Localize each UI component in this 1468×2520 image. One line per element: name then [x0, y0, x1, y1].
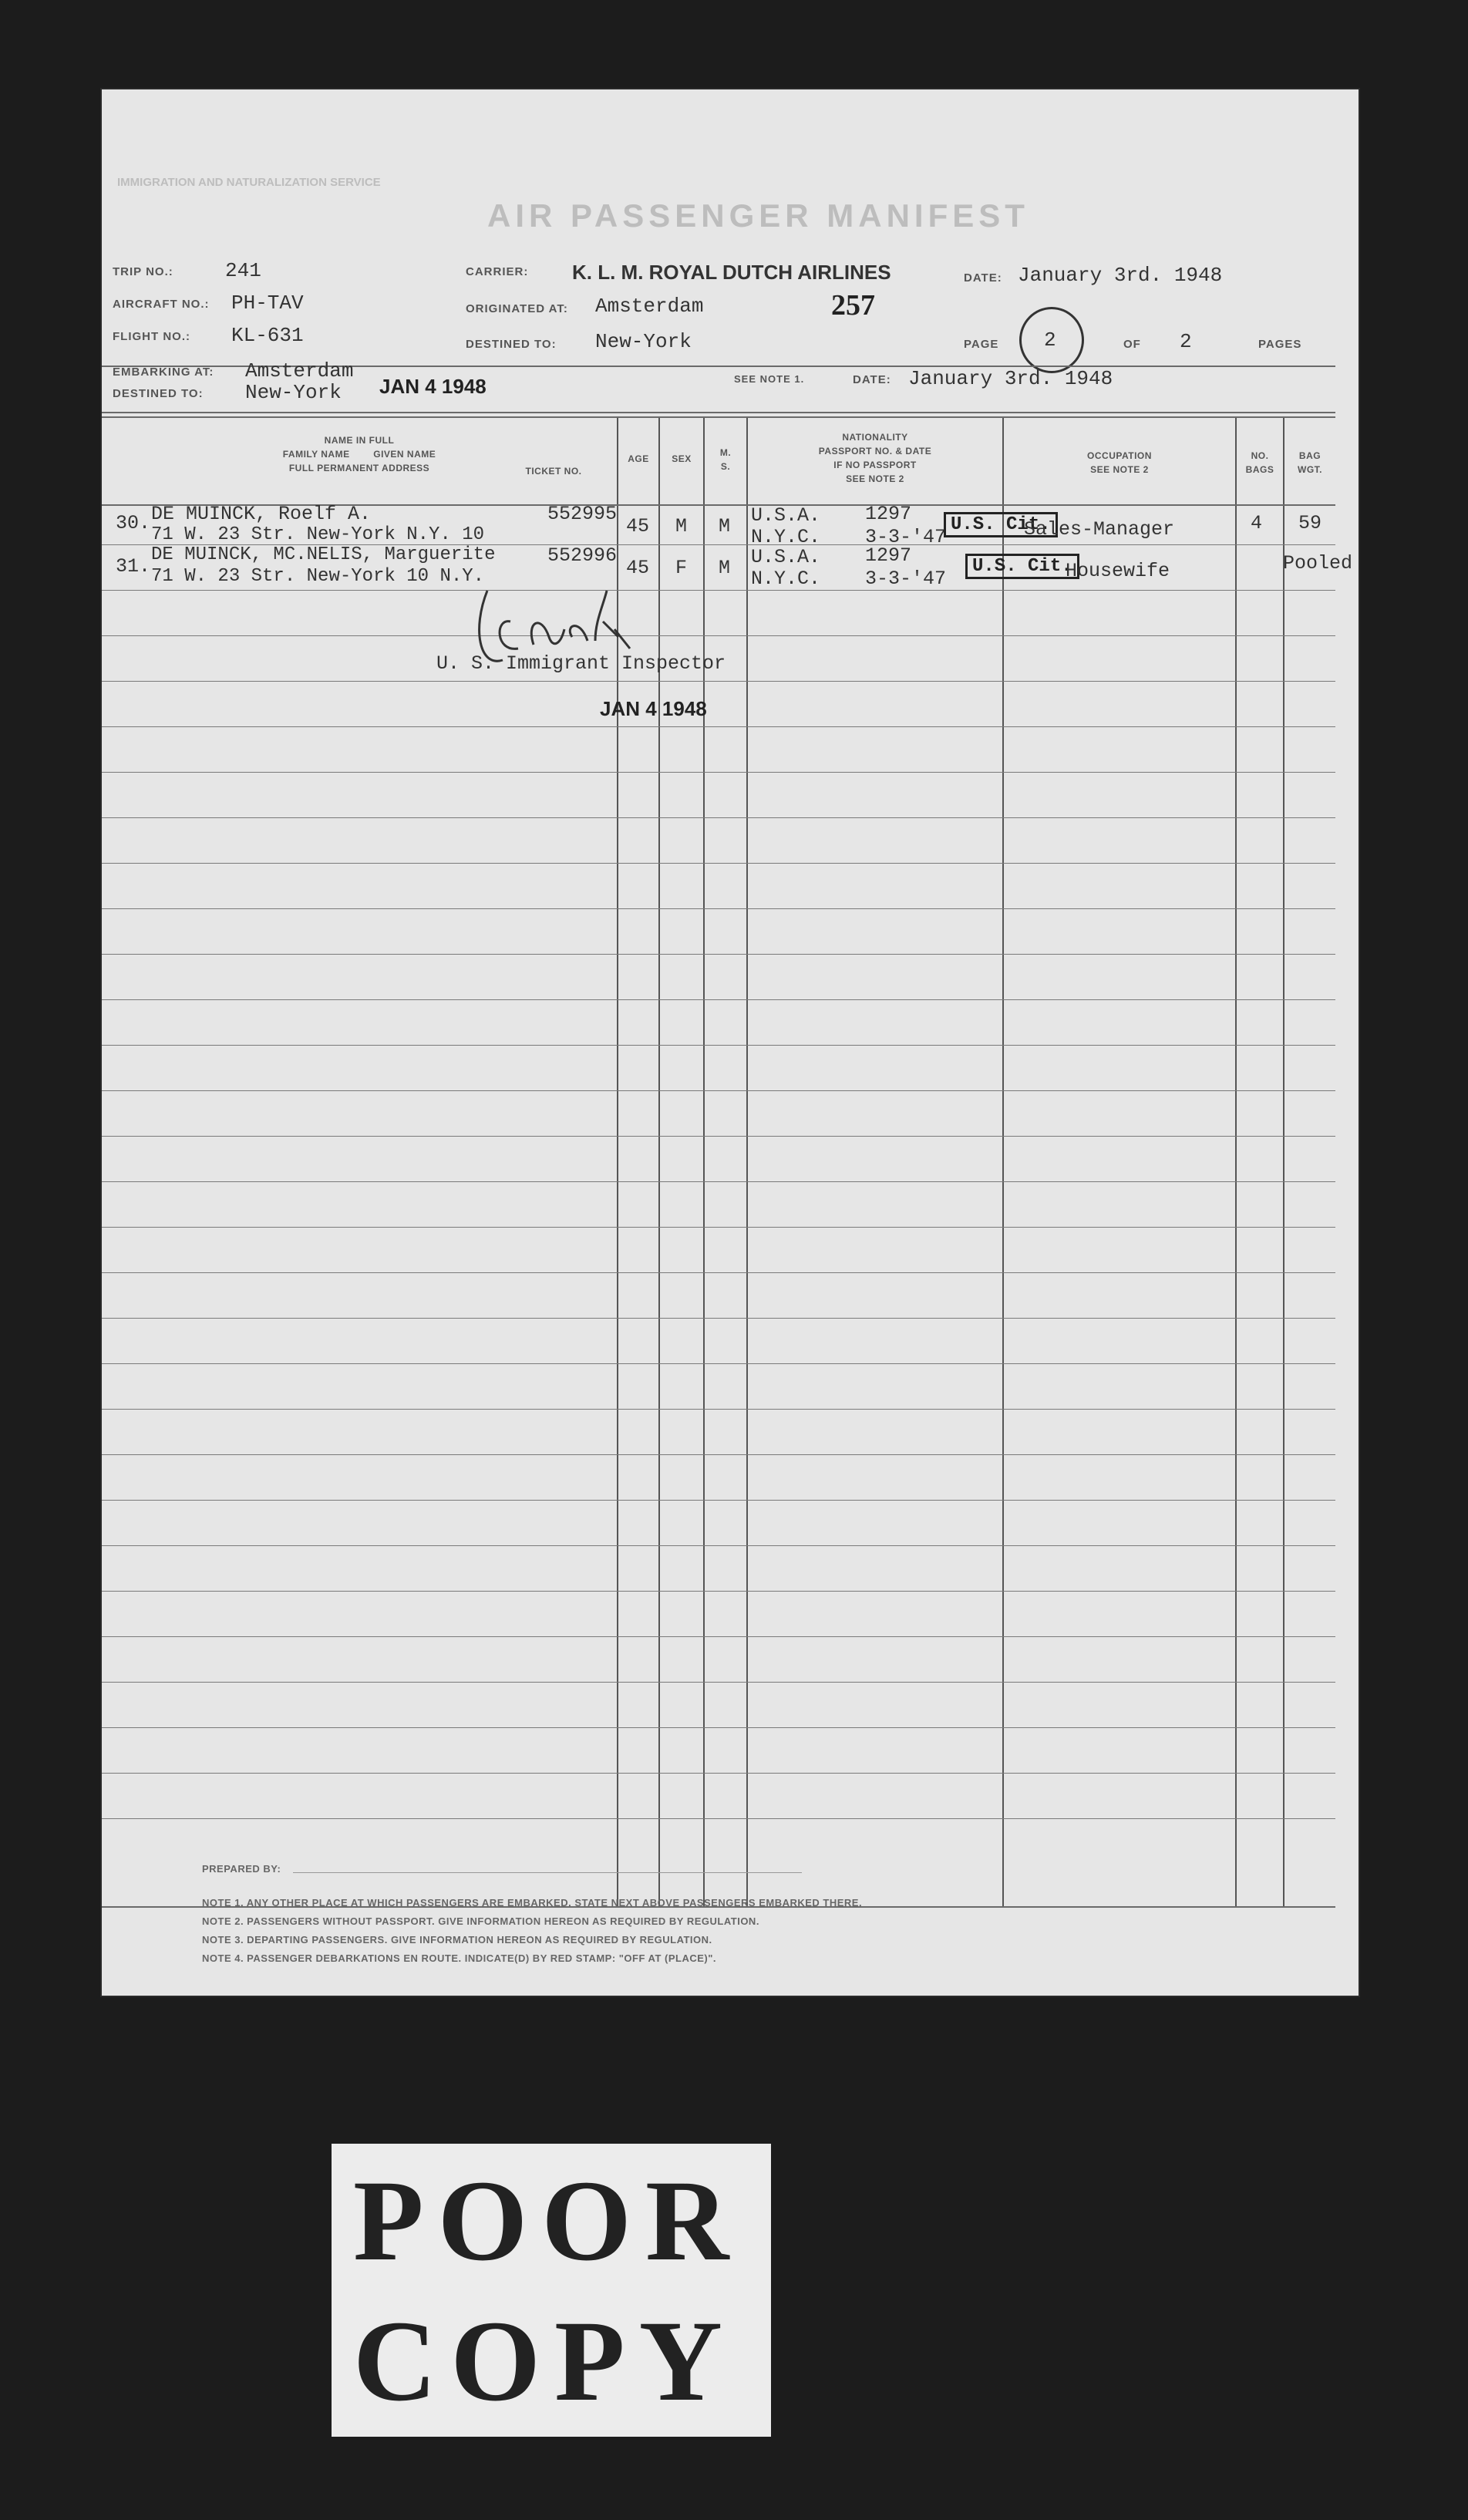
col-header-name: NAME IN FULL FAMILY NAME GIVEN NAME FULL PERMANENT ADDRESS	[282, 435, 436, 473]
ticket-number: 552996	[547, 544, 618, 567]
ruled-line	[102, 1591, 1335, 1592]
of-label: OF	[1123, 338, 1141, 351]
stamp-number: 257	[831, 289, 875, 322]
embarking-label: EMBARKING AT:	[113, 366, 214, 379]
row-number: 30.	[116, 512, 151, 534]
inspector-date-stamp: JAN 4 1948	[600, 697, 707, 720]
flight-label: FLIGHT NO.:	[113, 330, 190, 343]
col-divider-nationality	[1002, 418, 1004, 1906]
destined-value: New-York	[595, 330, 692, 353]
originated-value: Amsterdam	[595, 295, 704, 318]
faded-title: AIR PASSENGER MANIFEST	[487, 197, 1029, 234]
ruled-line	[102, 772, 1335, 773]
ruled-line	[102, 1727, 1335, 1728]
aircraft-value: PH-TAV	[231, 291, 304, 315]
nationality-place: N.Y.C.	[751, 568, 821, 590]
ruled-line	[102, 1090, 1335, 1091]
date2-label: DATE:	[853, 373, 891, 386]
bag-weight: 59	[1298, 512, 1322, 534]
ruled-line	[102, 1636, 1335, 1637]
ruled-line	[102, 954, 1335, 955]
destined-label: DESTINED TO:	[466, 338, 557, 351]
marital-status: M	[719, 515, 731, 537]
date-stamp: JAN 4 1948	[379, 375, 487, 398]
ruled-line	[102, 681, 1335, 682]
col-divider-bags	[1283, 418, 1284, 1906]
manifest-document	[102, 89, 1359, 1996]
note-2: NOTE 2. PASSENGERS WITHOUT PASSPORT. GIVE INFORMATION HEREON AS REQUIRED BY REGULATION.	[202, 1915, 759, 1927]
col-divider-ms	[746, 418, 748, 1906]
ruled-line	[102, 590, 1335, 591]
passport-date: 3-3-'47	[865, 526, 947, 548]
passenger-address: 71 W. 23 Str. New-York 10 N.Y.	[151, 566, 485, 587]
sex: M	[675, 515, 688, 537]
trip-value: 241	[225, 259, 261, 282]
date-value: January 3rd. 1948	[1018, 264, 1223, 287]
marital-status: M	[719, 557, 731, 579]
ticket-number: 552995	[547, 503, 618, 525]
ruled-line	[102, 635, 1335, 636]
passport-number: 1297	[865, 503, 912, 525]
originated-label: ORIGINATED AT:	[466, 302, 568, 315]
ruled-line	[102, 1682, 1335, 1683]
date2-value: January 3rd. 1948	[908, 367, 1113, 390]
ruled-line	[102, 1227, 1335, 1228]
occupation: Housewife	[1066, 560, 1170, 582]
pages-label: PAGES	[1258, 338, 1302, 351]
nationality: U.S.A.	[751, 546, 821, 568]
passport-date: 3-3-'47	[865, 568, 947, 590]
note-4: NOTE 4. PASSENGER DEBARKATIONS EN ROUTE. INDICATE(D) BY RED STAMP: "OFF AT (PLACE)".	[202, 1952, 717, 1964]
trip-label: TRIP NO.:	[113, 265, 173, 278]
poor-copy-line-2: COPY	[353, 2297, 736, 2425]
passenger-name: DE MUINCK, Roelf A.	[151, 503, 372, 525]
col-header-ms: M. S.	[719, 447, 732, 472]
nationality-place: N.Y.C.	[751, 526, 821, 548]
destined2-label: DESTINED TO:	[113, 387, 204, 400]
ruled-line	[102, 726, 1335, 727]
bag-count: 4	[1251, 512, 1263, 534]
age: 45	[626, 557, 650, 579]
col-header-sex: SEX	[672, 453, 692, 464]
us-citizen-stamp: U.S. Cit.	[944, 512, 1058, 537]
table-top-rule	[102, 412, 1335, 413]
ruled-line	[102, 1181, 1335, 1182]
passport-number: 1297	[865, 544, 912, 567]
col-header-occupation: OCCUPATION SEE NOTE 2	[1087, 450, 1152, 475]
sex: F	[675, 557, 688, 579]
col-divider-occupation	[1235, 418, 1237, 1906]
date-label: DATE:	[964, 271, 1002, 285]
us-citizen-stamp: U.S. Cit.	[965, 554, 1079, 579]
page-value: 2	[1044, 328, 1056, 352]
faded-agency-text: IMMIGRATION AND NATURALIZATION SERVICE	[117, 176, 381, 189]
col-divider-sex	[703, 418, 705, 1906]
ruled-line	[102, 1272, 1335, 1273]
prepared-by-line	[293, 1872, 802, 1873]
poor-copy-label	[332, 2144, 771, 2437]
ruled-line	[102, 1454, 1335, 1455]
occupation: Sales-Manager	[1024, 518, 1175, 541]
ruled-line	[102, 908, 1335, 909]
col-header-bag-wgt: BAG WGT.	[1298, 450, 1322, 475]
bag-weight: Pooled	[1283, 552, 1353, 574]
note-3: NOTE 3. DEPARTING PASSENGERS. GIVE INFORMATION HEREON AS REQUIRED BY REGULATION.	[202, 1934, 712, 1946]
ruled-line	[102, 1318, 1335, 1319]
destined2-value: New-York	[245, 381, 342, 404]
ruled-line	[102, 863, 1335, 864]
nationality: U.S.A.	[751, 504, 821, 527]
note-1: NOTE 1. ANY OTHER PLACE AT WHICH PASSENGERS ARE EMBARKED. STATE NEXT ABOVE PASSENGERS EMBARKED THERE.	[202, 1897, 863, 1909]
passenger-address: 71 W. 23 Str. New-York N.Y. 10	[151, 524, 485, 545]
passenger-name: DE MUINCK, MC.NELIS, Marguerite	[151, 544, 496, 565]
ruled-line	[102, 1500, 1335, 1501]
ruled-line	[102, 1818, 1335, 1819]
col-header-age: AGE	[628, 453, 649, 464]
ruled-line	[102, 817, 1335, 818]
poor-copy-line-1: POOR	[353, 2157, 743, 2285]
age: 45	[626, 515, 650, 537]
ruled-line	[102, 1363, 1335, 1364]
inspector-title: U. S. Immigrant Inspector	[436, 652, 726, 675]
col-header-ticket: TICKET NO.	[525, 466, 582, 477]
flight-value: KL-631	[231, 324, 304, 347]
aircraft-label: AIRCRAFT NO.:	[113, 298, 210, 311]
carrier-value: K. L. M. ROYAL DUTCH AIRLINES	[572, 261, 891, 284]
ruled-line	[102, 999, 1335, 1000]
ruled-line	[102, 1045, 1335, 1046]
page-label: PAGE	[964, 338, 999, 351]
row-number: 31.	[116, 555, 151, 578]
embarking-value: Amsterdam	[245, 359, 354, 382]
carrier-label: CARRIER:	[466, 265, 529, 278]
col-divider-age	[658, 418, 660, 1906]
ruled-line	[102, 1773, 1335, 1774]
ruled-line	[102, 1136, 1335, 1137]
col-header-bags: NO. BAGS	[1245, 450, 1274, 475]
see-note-label: SEE NOTE 1.	[734, 373, 805, 385]
table-top-rule-2	[102, 416, 1335, 418]
ruled-line	[102, 1545, 1335, 1546]
ruled-line	[102, 1409, 1335, 1410]
col-header-nationality: NATIONALITY PASSPORT NO. & DATE IF NO PASSPORT SEE NOTE 2	[818, 432, 932, 484]
of-value: 2	[1180, 330, 1192, 353]
prepared-by-label: PREPARED BY:	[202, 1863, 281, 1875]
